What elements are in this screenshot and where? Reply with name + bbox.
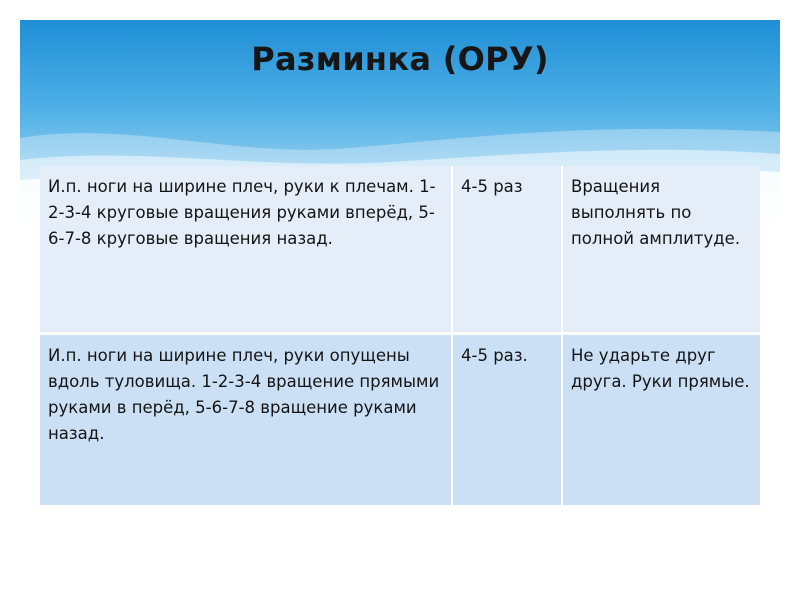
dosage-cell: 4-5 раз [452,166,562,334]
slide-title: Разминка (ОРУ) [251,40,549,78]
dosage-cell: 4-5 раз. [452,334,562,506]
exercise-cell: И.п. ноги на ширине плеч, руки к плечам. 1-2-3-4 круговые вращения руками вперёд, 5-6-7-8 круговые вращения назад. [40,166,452,334]
notes-cell: Не ударьте друг друга. Руки прямые. [562,334,760,506]
exercise-table [40,166,760,505]
slide-frame [20,20,780,580]
table-row [40,166,760,334]
notes-cell: Вращения выполнять по полной амплитуде. [562,166,760,334]
exercise-cell: И.п. ноги на ширине плеч, руки опущены вдоль туловища. 1-2-3-4 вращение прямыми руками в перёд, 5-6-7-8 вращение руками назад. [40,334,452,506]
table-row [40,334,760,506]
